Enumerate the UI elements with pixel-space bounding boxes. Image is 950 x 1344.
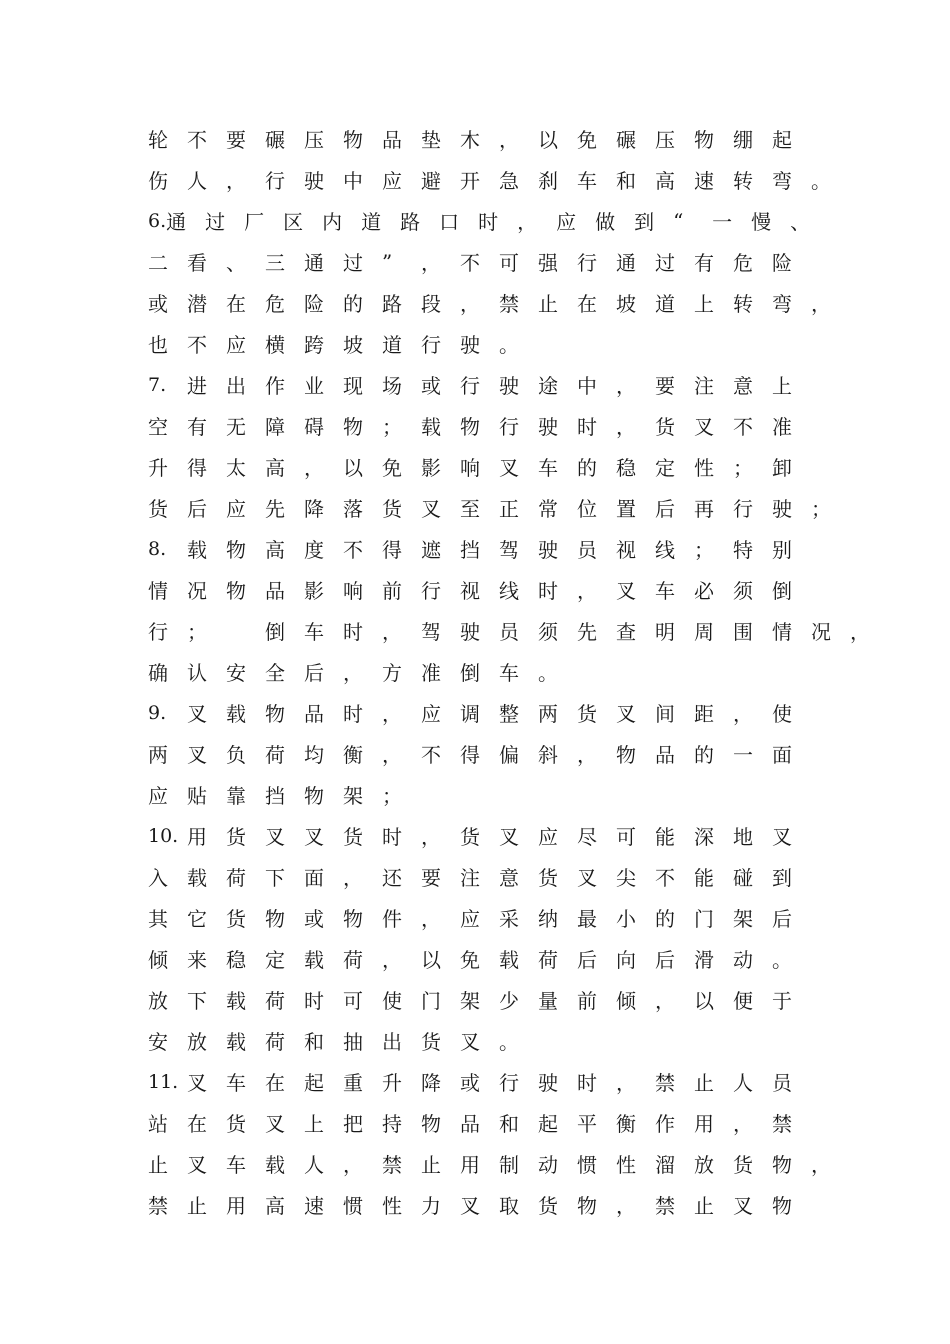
text-line: 其 它 货 物 或 物 件 ， 应 采 纳 最 小 的 门 架 后: [148, 907, 792, 931]
text-line: 行 ； 倒 车 时 ， 驾 驶 员 须 先 查 明 周 围 情 况 ，: [148, 620, 870, 644]
text-line: 11. 叉 车 在 起 重 升 降 或 行 驶 时 ， 禁 止 人 员: [148, 1070, 792, 1095]
text-line: 10. 用 货 叉 叉 货 时 ， 货 叉 应 尽 可 能 深 地 叉: [148, 824, 792, 849]
text-line: 止 叉 车 载 人 ， 禁 止 用 制 动 惯 性 溜 放 货 物 ，: [148, 1153, 831, 1177]
item-number: 6.: [148, 209, 167, 232]
text-line: 入 载 荷 下 面 ， 还 要 注 意 货 叉 尖 不 能 碰 到: [148, 866, 792, 890]
text-line: 轮 不 要 碾 压 物 品 垫 木 ， 以 免 碾 压 物 绷 起: [148, 128, 792, 152]
text-line: 安 放 载 荷 和 抽 出 货 叉 。: [148, 1030, 519, 1054]
text-line: 或 潜 在 危 险 的 路 段 ， 禁 止 在 坡 道 上 转 弯 ，: [148, 292, 831, 316]
text-line: 站 在 货 叉 上 把 持 物 品 和 起 平 衡 作 用 ， 禁: [148, 1112, 792, 1136]
text-line: 9. 叉 载 物 品 时 ， 应 调 整 两 货 叉 间 距 ， 使: [148, 701, 792, 726]
text-line: 放 下 载 荷 时 可 使 门 架 少 量 前 倾 ， 以 便 于: [148, 989, 792, 1013]
text-line: 7. 进 出 作 业 现 场 或 行 驶 途 中 ， 要 注 意 上: [148, 373, 792, 398]
item-number: 10.: [148, 824, 179, 847]
text-line: 二 看 、 三 通 过 ” ， 不 可 强 行 通 过 有 危 险: [148, 249, 792, 275]
item-number: 9.: [148, 701, 167, 724]
text-line: 伤 人 ， 行 驶 中 应 避 开 急 刹 车 和 高 速 转 弯 。: [148, 169, 831, 193]
item-number: 8.: [148, 537, 167, 560]
item-number: 7.: [148, 373, 167, 396]
text-line: 8. 载 物 高 度 不 得 遮 挡 驾 驶 员 视 线 ； 特 别: [148, 537, 792, 562]
text-line: 也 不 应 横 跨 坡 道 行 驶 。: [148, 333, 519, 357]
text-line: 应 贴 靠 挡 物 架 ；: [148, 784, 402, 808]
text-line: 两 叉 负 荷 均 衡 ， 不 得 偏 斜 ， 物 品 的 一 面: [148, 743, 792, 767]
text-line: 货 后 应 先 降 落 货 叉 至 正 常 位 置 后 再 行 驶 ；: [148, 497, 831, 521]
text-line: 6. 通 过 厂 区 内 道 路 口 时 ， 应 做 到 “ 一 慢 、: [148, 208, 811, 234]
text-line: 升 得 太 高 ， 以 免 影 响 叉 车 的 稳 定 性 ； 卸: [148, 456, 792, 480]
item-number: 11.: [148, 1070, 179, 1093]
text-line: 禁 止 用 高 速 惯 性 力 叉 取 货 物 ， 禁 止 叉 物: [148, 1194, 792, 1218]
text-line: 情 况 物 品 影 响 前 行 视 线 时 ， 叉 车 必 须 倒: [148, 579, 792, 603]
body-text: [148, 118, 870, 1225]
text-line: 确 认 安 全 后 ， 方 准 倒 车 。: [148, 661, 558, 685]
text-line: 空 有 无 障 碍 物 ； 载 物 行 驶 时 ， 货 叉 不 准: [148, 415, 792, 439]
text-line: 倾 来 稳 定 载 荷 ， 以 免 载 荷 后 向 后 滑 动 。: [148, 948, 792, 972]
